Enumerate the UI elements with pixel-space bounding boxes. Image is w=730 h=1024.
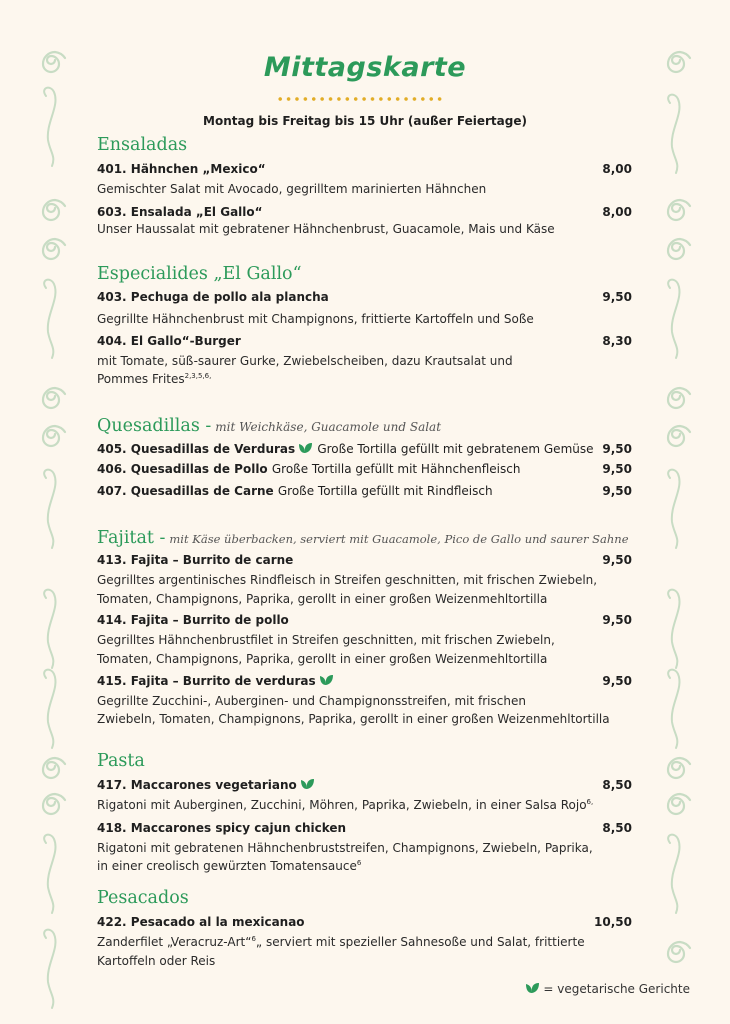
- item-description: Gegrillte Hähnchenbrust mit Champignons, frittierte Kartoffeln und Soße: [97, 312, 534, 326]
- item-description: Gegrillte Zucchini-, Auberginen- und Champignonsstreifen, mit frischen: [97, 694, 526, 708]
- section-heading-pasta: Pasta: [97, 751, 145, 771]
- item-description: Tomaten, Champignons, Paprika, gerollt in einer großen Weizenmehltortilla: [97, 592, 548, 606]
- item-description: [97, 372, 211, 386]
- item-price: 9,50: [602, 462, 632, 476]
- subtitle: Montag bis Freitag bis 15 Uhr (außer Feiertage): [203, 114, 527, 128]
- item-description: Tomaten, Champignons, Paprika, gerollt in einer großen Weizenmehltortilla: [97, 652, 548, 666]
- item-title: 405. Quesadillas de Verduras: [97, 442, 296, 456]
- desc-text: „ serviert mit spezieller Sahnesoße und Salat, frittierte: [255, 935, 585, 949]
- section-heading-fajitat: [97, 528, 629, 548]
- item-price: 8,50: [602, 821, 632, 835]
- item-price: 9,50: [602, 484, 632, 498]
- item-description: [97, 798, 593, 812]
- vegetarian-leaf-icon: [319, 674, 334, 686]
- item-name: 403. Pechuga de pollo ala plancha: [97, 290, 329, 304]
- page-title: Mittagskarte: [263, 52, 467, 83]
- allergen-note: 6: [356, 859, 362, 867]
- item-title: 417. Maccarones vegetariano: [97, 778, 297, 792]
- item-name: 404. El Gallo“-Burger: [97, 334, 241, 348]
- item-price: 8,00: [602, 162, 632, 176]
- item-description: Gemischter Salat mit Avocado, gegrilltem marinierten Hähnchen: [97, 182, 487, 196]
- section-note: mit Weichkäse, Guacamole und Salat: [215, 420, 442, 434]
- section-note: mit Käse überbacken, serviert mit Guacamole, Pico de Gallo und saurer Sahne: [169, 532, 629, 546]
- item-name: [97, 442, 594, 456]
- item-price: 9,50: [602, 613, 632, 627]
- vegetarian-leaf-icon: [298, 442, 313, 454]
- right-ornaments: [668, 52, 690, 962]
- item-name: 418. Maccarones spicy cajun chicken: [97, 821, 347, 835]
- heading-text: Fajitat -: [97, 528, 166, 548]
- allergen-note: 6,: [586, 798, 594, 806]
- section-heading-ensaladas: Ensaladas: [97, 135, 188, 155]
- item-price: 10,50: [594, 915, 632, 929]
- item-description: [97, 935, 585, 949]
- item-price: 9,50: [602, 290, 632, 304]
- item-title: 407. Quesadillas de Carne: [97, 484, 274, 498]
- item-name: [97, 778, 315, 792]
- item-description: Unser Haussalat mit gebratener Hähnchenbrust, Guacamole, Mais und Käse: [97, 222, 555, 236]
- desc-text: in einer creolisch gewürzten Tomatensauce: [97, 859, 357, 873]
- item-name: [97, 462, 520, 476]
- vegetarian-leaf-icon: [525, 982, 540, 994]
- desc-text: Zanderfilet „Veracruz-Art“: [97, 935, 252, 949]
- desc-text: Rigatoni mit Auberginen, Zucchini, Möhren, Paprika, Zwiebeln, in einer Salsa Rojo: [97, 798, 587, 812]
- item-name: 414. Fajita – Burrito de pollo: [97, 613, 289, 627]
- item-name: 401. Hähnchen „Mexico“: [97, 162, 266, 176]
- item-title: 415. Fajita – Burrito de verduras: [97, 674, 316, 688]
- item-description: mit Tomate, süß-saurer Gurke, Zwiebelscheiben, dazu Krautsalat und: [97, 354, 513, 368]
- dotted-divider: [276, 96, 444, 102]
- item-description: [97, 859, 361, 873]
- heading-text: Quesadillas -: [97, 416, 212, 436]
- item-description: Rigatoni mit gebratenen Hähnchenbruststreifen, Champignons, Zwiebeln, Paprika,: [97, 841, 593, 855]
- item-description: Zwiebeln, Tomaten, Champignons, Paprika, gerollt in einer großen Weizenmehltortilla: [97, 712, 610, 726]
- item-price: 9,50: [602, 442, 632, 456]
- section-heading-quesadillas: [97, 416, 441, 436]
- item-inline-desc: Große Tortilla gefüllt mit Rindfleisch: [277, 484, 493, 498]
- item-name: 603. Ensalada „El Gallo“: [97, 205, 263, 219]
- item-description: Gegrilltes argentinisches Rindfleisch in Streifen geschnitten, mit frischen Zwiebeln,: [97, 573, 598, 587]
- item-price: 8,00: [602, 205, 632, 219]
- item-description: Kartoffeln oder Reis: [97, 954, 216, 968]
- left-ornaments: [43, 52, 65, 1008]
- item-name: [97, 674, 334, 688]
- legend-text: = vegetarische Gerichte: [543, 982, 690, 996]
- item-inline-desc: Große Tortilla gefüllt mit gebratenem Gemüse: [317, 442, 594, 456]
- item-price: 8,50: [602, 778, 632, 792]
- desc-text: Pommes Frites: [97, 372, 185, 386]
- item-name: 422. Pesacado al la mexicanao: [97, 915, 305, 929]
- item-inline-desc: Große Tortilla gefüllt mit Hähnchenfleisch: [271, 462, 521, 476]
- vegetarian-legend: [522, 982, 690, 996]
- item-name: [97, 484, 493, 498]
- section-heading-pesacados: Pesacados: [97, 888, 189, 908]
- item-name: 413. Fajita – Burrito de carne: [97, 553, 294, 567]
- item-description: Gegrilltes Hähnchenbrustfilet in Streifen geschnitten, mit frischen Zwiebeln,: [97, 633, 555, 647]
- item-title: 406. Quesadillas de Pollo: [97, 462, 268, 476]
- item-price: 9,50: [602, 553, 632, 567]
- item-price: 9,50: [602, 674, 632, 688]
- allergen-note: 6: [251, 935, 256, 943]
- section-heading-especialides: Especialides „El Gallo“: [97, 264, 302, 284]
- item-price: 8,30: [602, 334, 632, 348]
- vegetarian-leaf-icon: [300, 778, 315, 790]
- allergen-note: 2,3,5,6,: [184, 372, 212, 380]
